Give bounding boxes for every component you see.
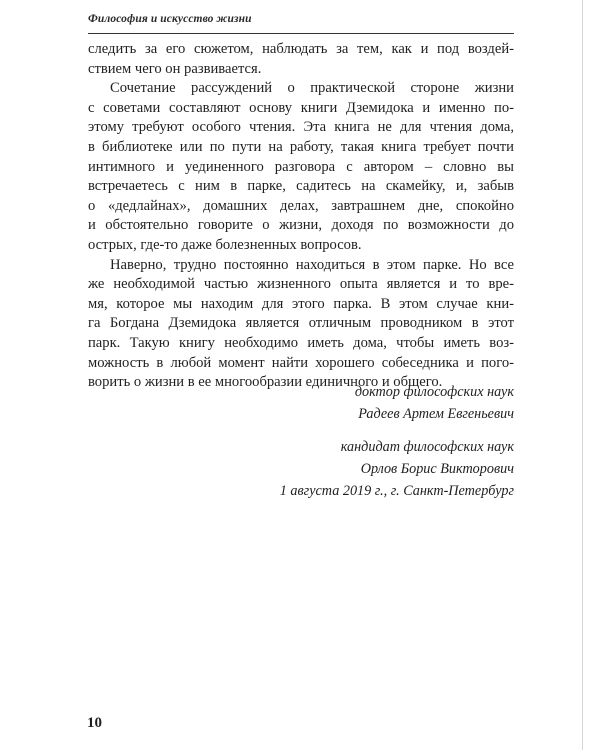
text-line: мя, которое мы находим для этого парка. В этом случае кни- (88, 295, 514, 312)
text-line: о «дедлайнах», домашних делах, завтрашнем дне, спокойно (88, 197, 514, 214)
text-line: следить за его сюжетом, наблюдать за тем, как и под воздей- (88, 41, 514, 57)
paragraph-1 (88, 40, 514, 79)
header-rule (88, 33, 514, 34)
text-line: можность в любой момент найти хорошего собеседника и пого- (88, 354, 514, 371)
text-line: встречаетесь с ним в парке, садитесь на скамейку, и, забыв (88, 178, 514, 195)
text-line: интимного и уединенного разговора с автором – словно вы (88, 158, 514, 175)
text-line: и обстоятельно говорите о жизни, доходя по возможности до (88, 217, 514, 234)
paragraph-3 (88, 256, 514, 393)
signature-block-2 (154, 436, 514, 502)
text-line: ствием чего он развивается. (88, 60, 262, 77)
text-line: с советами составляют основу книги Дземидока и именно по- (88, 99, 514, 116)
signature-name: Орлов Борис Викторович (360, 461, 514, 477)
text-line: ворить о жизни в ее многообразии единичного и общего. (88, 374, 443, 391)
text-line: Сочетание рассуждений о практической стороне жизни (110, 80, 514, 97)
signature-name: Радеев Артем Евгеньевич (358, 406, 514, 422)
running-header: Философия и искусство жизни (88, 13, 252, 25)
text-line: Наверно, трудно постоянно находиться в этом парке. Но все (110, 256, 514, 273)
text-line: парк. Такую книгу необходимо иметь дома, чтобы иметь воз- (88, 334, 514, 351)
signature-title: кандидат философских наук (340, 439, 514, 455)
text-line: острых, где-то даже болезненных вопросов. (88, 236, 362, 253)
text-line: га Богдана Дземидока является отличным проводником в этот (88, 315, 514, 332)
signature-block-1 (154, 381, 514, 425)
page-number: 10 (87, 715, 102, 731)
signature-date-place: 1 августа 2019 г., г. Санкт-Петербург (279, 483, 514, 499)
signature-title: доктор философских наук (354, 384, 514, 400)
text-line: в библиотеке или по пути на работу, такая книга требует почти (88, 138, 514, 155)
body-text (88, 40, 514, 393)
text-line: же необходимой частью жизненного опыта является и то вре- (88, 276, 514, 293)
paragraph-2 (88, 79, 514, 255)
text-line: этому требуют особого чтения. Эта книга не для чтения дома, (88, 119, 514, 136)
page-edge-line (582, 0, 583, 750)
